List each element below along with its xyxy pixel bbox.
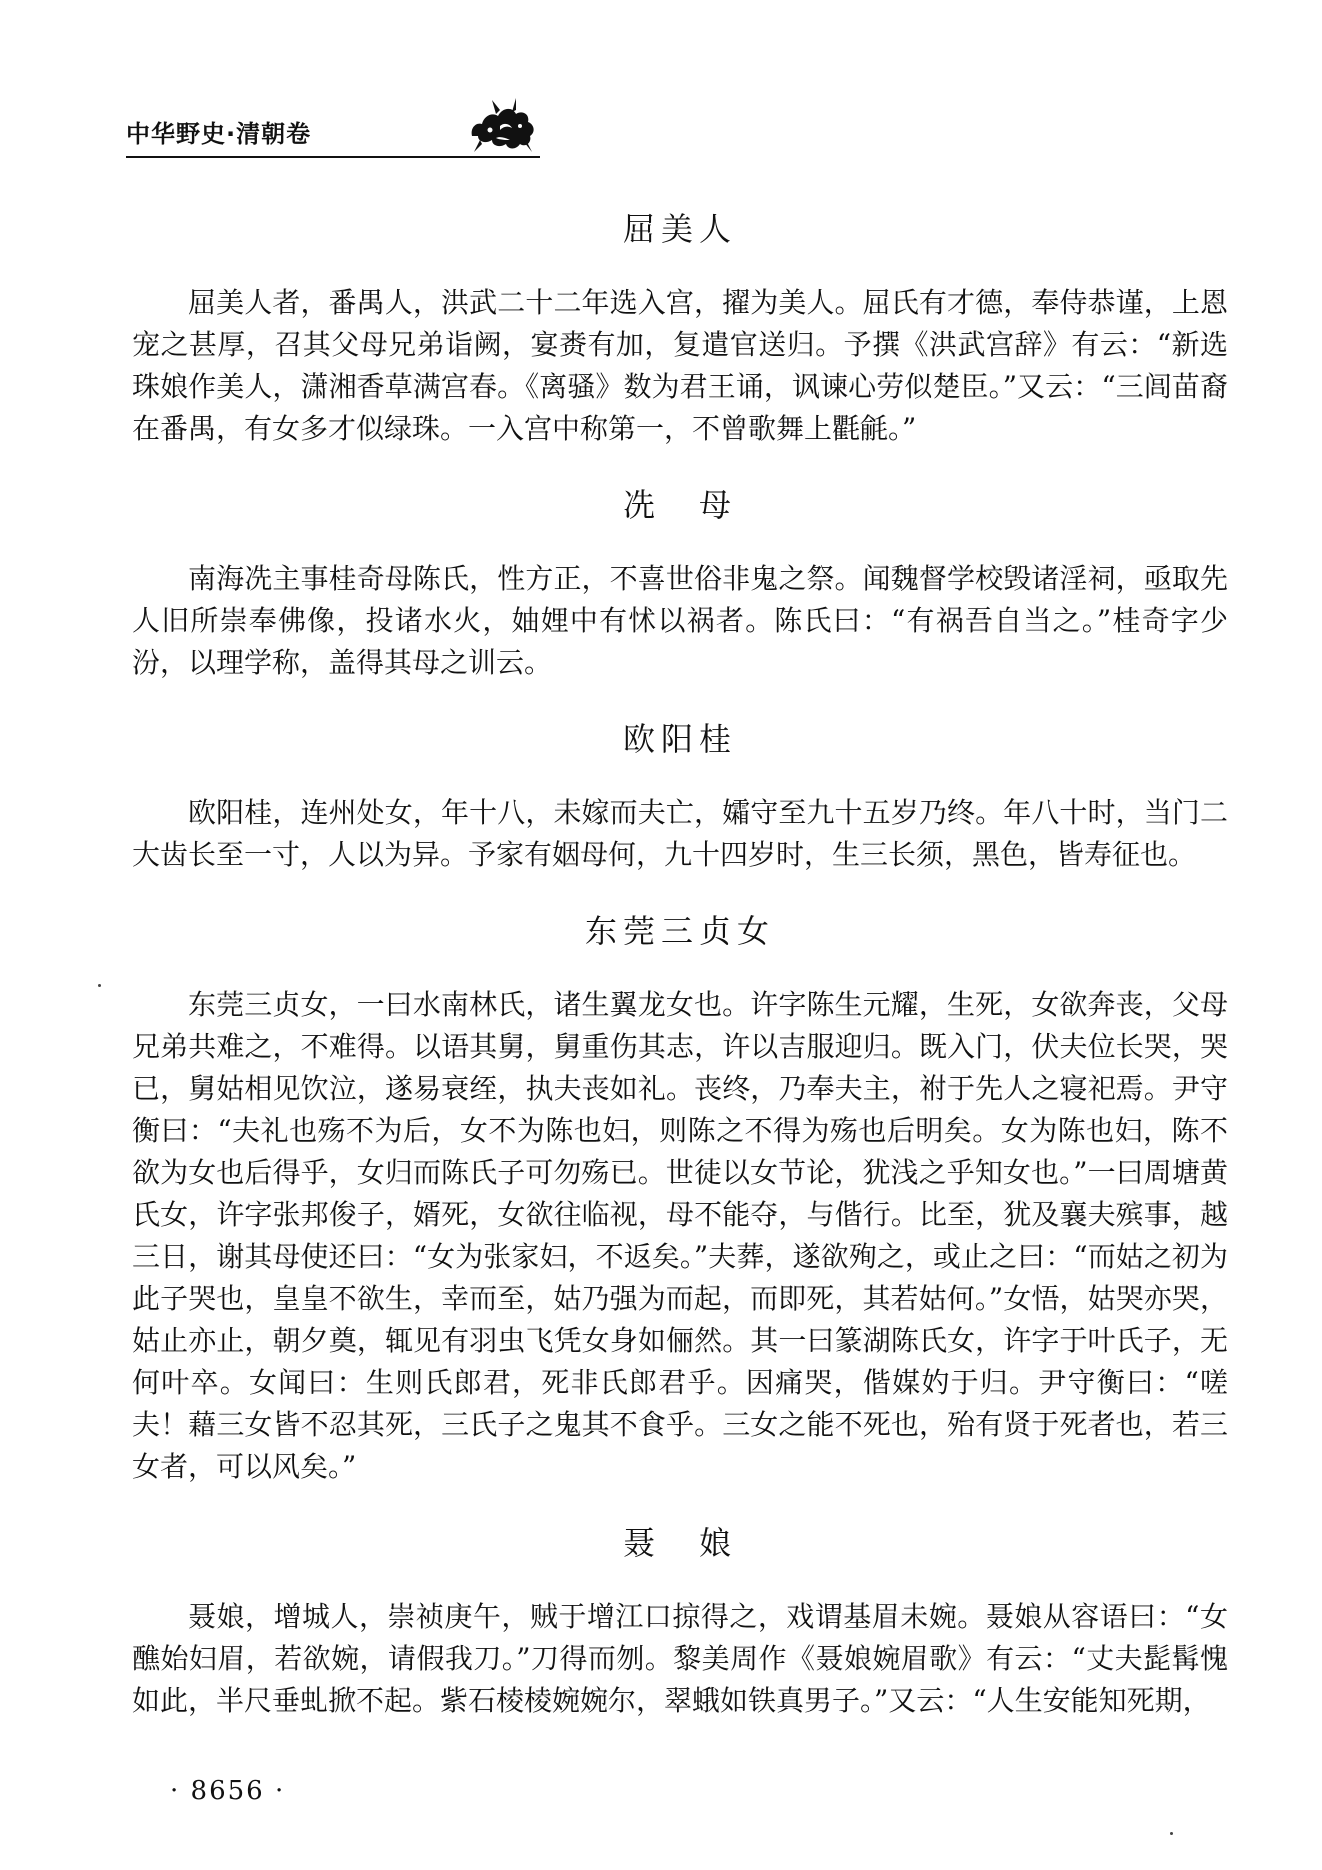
section-heading: 东莞三贞女 bbox=[584, 912, 775, 950]
header-rule bbox=[126, 156, 540, 158]
section-qu-meiren bbox=[132, 206, 1228, 450]
section-xian-mu bbox=[132, 482, 1228, 684]
scan-speck bbox=[1170, 1832, 1173, 1835]
dragon-icon bbox=[466, 96, 538, 154]
page-content bbox=[132, 206, 1228, 1754]
section-body: 屈美人者，番禺人，洪武二十二年选入宫，擢为美人。屈氏有才德，奉侍恭谨，上恩宠之甚厚，召其父母兄弟诣阙，宴赉有加，复遣官送归。予撰《洪武宫辞》有云：“新选珠娘作美人，潇湘香草满宫春。《离骚》数为君王诵，讽谏心劳似楚臣。”又云：“三闾苗裔在番禺，有女多才似绿珠。一入宫中称第一，不曾歌舞上氍毹。” bbox=[132, 286, 1228, 445]
section-ouyang-gui bbox=[132, 716, 1228, 876]
page-number: · 8656 · bbox=[170, 1776, 286, 1806]
page-header bbox=[126, 96, 540, 156]
section-body: 聂娘，增城人，崇祯庚午，贼于增江口掠得之，戏谓基眉未婉。聂娘从容语曰：“女醮始妇眉，若欲婉，请假我刀。”刀得而刎。黎美周作《聂娘婉眉歌》有云：“丈夫髭髯愧如此，半尺垂虬掀不起。紫石棱棱婉婉尔，翠蛾如铁真男子。”又云：“人生安能知死期， bbox=[132, 1600, 1228, 1717]
section-dongguan-three-women bbox=[132, 908, 1228, 1488]
section-heading: 欧阳桂 bbox=[622, 720, 737, 758]
section-heading: 冼 母 bbox=[622, 486, 737, 524]
section-heading: 聂 娘 bbox=[622, 1524, 737, 1562]
section-heading: 屈美人 bbox=[622, 210, 737, 248]
section-body: 东莞三贞女，一曰水南林氏，诸生翼龙女也。许字陈生元耀，生死，女欲奔丧，父母兄弟共难之，不难得。以语其舅，舅重伤其志，许以吉服迎归。既入门，伏夫位长哭，哭已，舅姑相见饮泣，遂易衰绖，执夫丧如礼。丧终，乃奉夫主，祔于先人之寝祀焉。尹守衡曰：“夫礼也殇不为后，女不为陈也妇，则陈之不得为殇也后明矣。女为陈也妇，陈不欲为女也后得乎，女归而陈氏子可勿殇已。世徒以女节论，犹浅之乎知女也。”一曰周塘黄氏女，许字张邦俊子，婿死，女欲往临视，母不能夺，与偕行。比至，犹及襄夫殡事，越三日，谢其母使还曰：“女为张家妇，不返矣。”夫葬，遂欲殉之，或止之曰：“而姑之初为此子哭也，皇皇不欲生，幸而至，姑乃强为而起，而即死，其若姑何。”女悟，姑哭亦哭，姑止亦止，朝夕奠，辄见有羽虫飞凭女身如俪然。其一曰篆湖陈氏女，许字于叶氏子，无何叶卒。女闻曰：生则氏郎君，死非氏郎君乎。因痛哭，偕媒妁于归。尹守衡曰：“嗟夫！藉三女皆不忍其死，三氏子之鬼其不食乎。三女之能不死也，殆有贤于死者也，若三女者，可以风矣。” bbox=[132, 988, 1228, 1483]
series-title: 中华野史·清朝卷 bbox=[126, 120, 312, 148]
section-body: 南海冼主事桂奇母陈氏，性方正，不喜世俗非鬼之祭。闻魏督学校毁诸淫祠，亟取先人旧所崇奉佛像，投诸水火，妯娌中有怵以祸者。陈氏曰：“有祸吾自当之。”桂奇字少汾，以理学称，盖得其母之训云。 bbox=[132, 562, 1228, 679]
section-nie-niang bbox=[132, 1520, 1228, 1722]
section-body: 欧阳桂，连州处女，年十八，未嫁而夫亡，孀守至九十五岁乃终。年八十时，当门二大齿长至一寸，人以为异。予家有姻母何，九十四岁时，生三长须，黑色，皆寿征也。 bbox=[132, 796, 1228, 871]
scan-speck bbox=[98, 984, 101, 987]
